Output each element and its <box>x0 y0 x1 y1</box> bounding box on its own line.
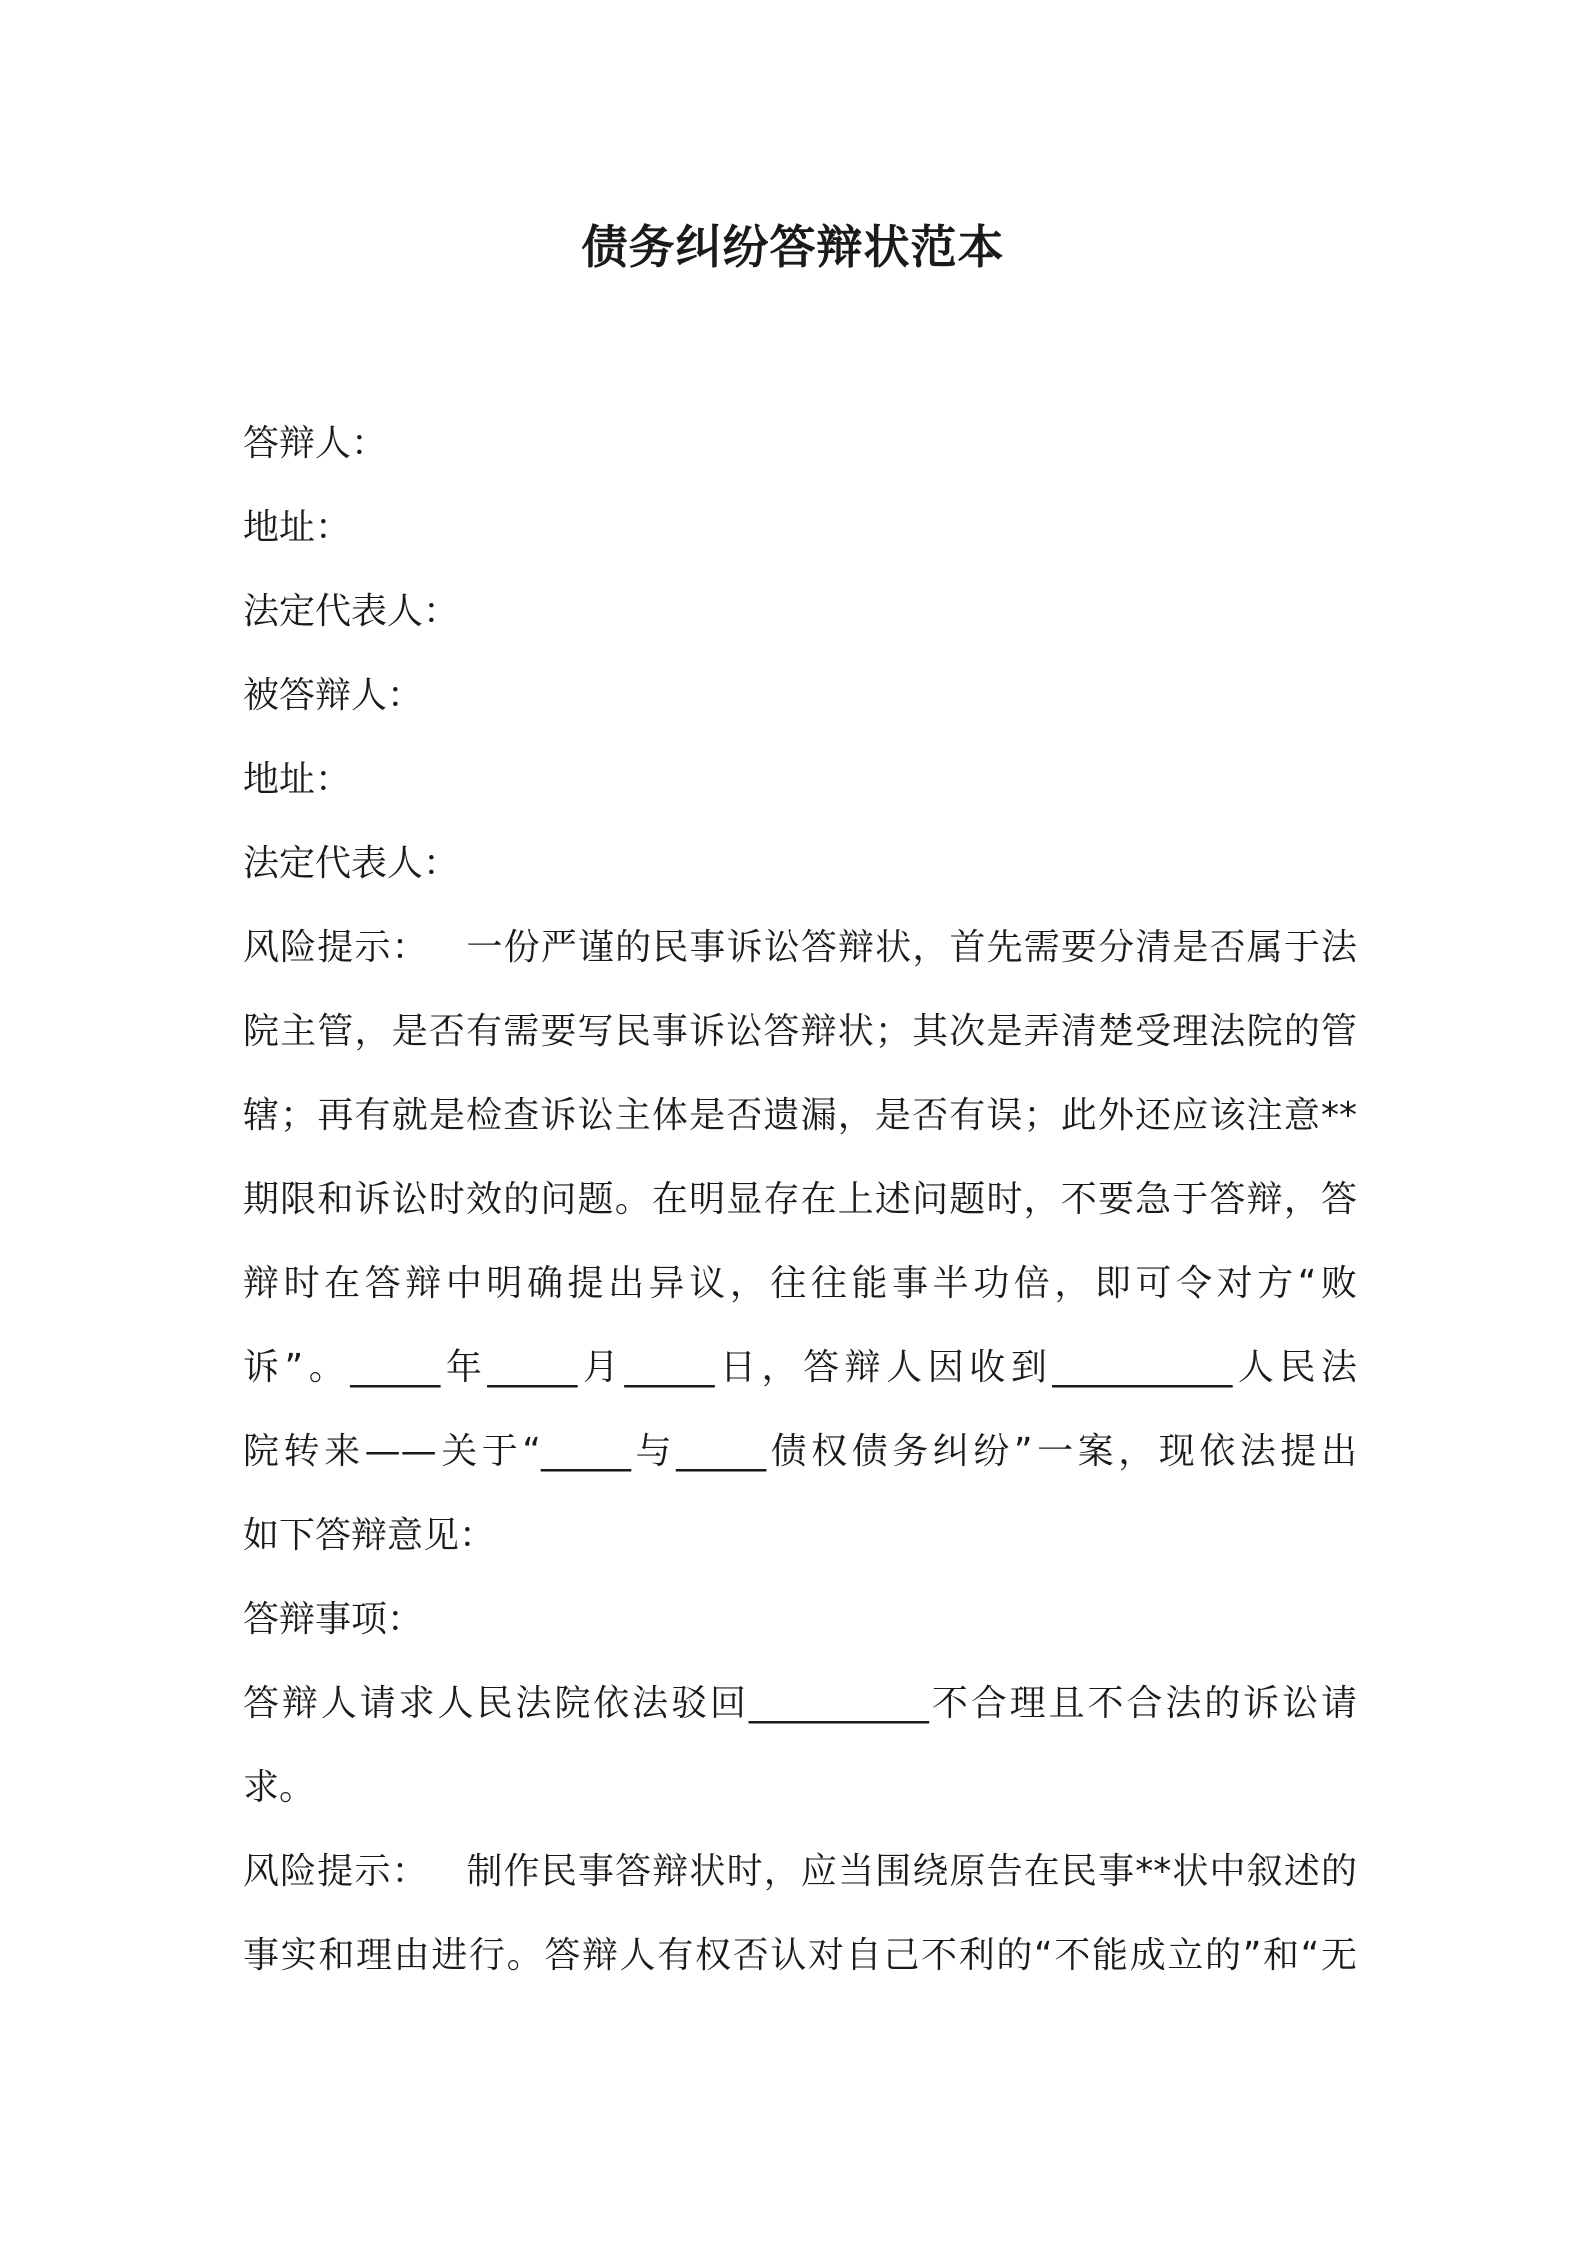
respondent-legal-rep-label: 法定代表人： <box>243 591 460 632</box>
risk-note-1-line: 辖；再有就是检查诉讼主体是否遗漏，是否有误；此外还应该注意** <box>243 1095 1357 1136</box>
case-intro-line: 诉”。_____年_____月_____日，答辩人因收到__________人民法 <box>243 1347 1357 1388</box>
document-body <box>243 402 1357 1998</box>
risk-note-1-line: 风险提示： 一份严谨的民事诉讼答辩状，首先需要分清是否属于法 <box>243 927 1357 968</box>
claimant-label: 被答辩人： <box>243 675 424 716</box>
document-title: 债务纠纷答辩状范本 <box>581 220 1005 274</box>
respondent-label: 答辩人： <box>243 423 388 464</box>
defense-request-line: 求。 <box>243 1767 316 1808</box>
claimant-address-label: 地址： <box>243 759 352 800</box>
risk-note-1-line: 期限和诉讼时效的问题。在明显存在上述问题时，不要急于答辩，答 <box>243 1179 1357 1220</box>
respondent-address-label: 地址： <box>243 507 352 548</box>
defense-request-line: 答辩人请求人民法院依法驳回__________不合理且不合法的诉讼请 <box>243 1683 1357 1724</box>
case-intro-line: 院转来——关于“_____与_____债权债务纠纷”一案，现依法提出 <box>243 1431 1357 1472</box>
risk-note-1-line: 院主管，是否有需要写民事诉讼答辩状；其次是弄清楚受理法院的管 <box>243 1011 1357 1052</box>
risk-note-2-line: 事实和理由进行。答辩人有权否认对自己不利的“不能成立的”和“无 <box>243 1935 1357 1976</box>
risk-note-1-line: 辩时在答辩中明确提出异议，往往能事半功倍，即可令对方“败 <box>243 1263 1357 1304</box>
case-intro-line: 如下答辩意见： <box>243 1515 496 1556</box>
risk-note-2-line: 风险提示： 制作民事答辩状时，应当围绕原告在民事**状中叙述的 <box>243 1851 1357 1892</box>
defense-items-heading: 答辩事项： <box>243 1599 424 1640</box>
claimant-legal-rep-label: 法定代表人： <box>243 843 460 884</box>
